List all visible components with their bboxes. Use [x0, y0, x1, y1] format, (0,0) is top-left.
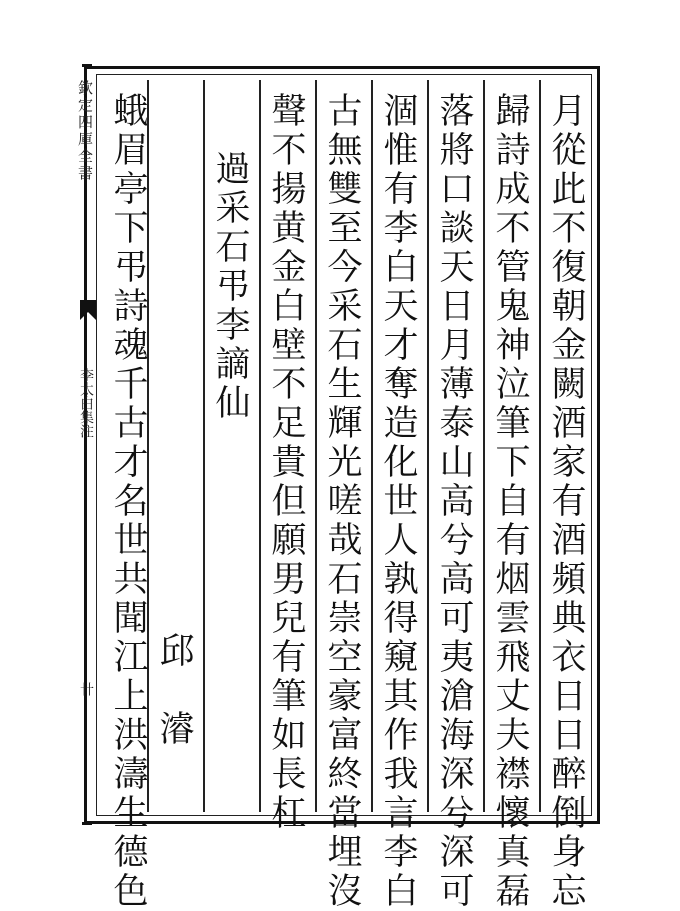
poem-title: 過采石弔李謫仙: [210, 150, 250, 423]
margin-title: 欽定四庫全書: [76, 80, 94, 182]
text-column: 落將口談天日月薄泰山高兮高可夷滄海深兮深可: [434, 92, 474, 911]
text-column: 古無雙至今采石生輝光嗟哉石崇空豪富終當埋沒: [322, 92, 362, 911]
margin-bottom-rule: [82, 822, 92, 825]
margin-top-rule: [82, 64, 92, 67]
page-number: 卄: [78, 682, 94, 698]
text-column: 月從此不復朝金闕酒家有酒頻典衣日日醉倒身忘: [546, 92, 586, 911]
text-column: 聲不揚黄金白壁不足貴但願男兒有筆如長杠: [266, 92, 306, 833]
author-name: 邱 濬: [154, 632, 194, 749]
margin-book-title: 李太白集注: [78, 368, 94, 438]
text-column: 蛾眉亭下弔詩魂千古才名世共聞江上洪濤生德色: [108, 92, 148, 911]
fish-tail-mark: [80, 300, 96, 320]
text-column: 歸詩成不管鬼神泣筆下自有烟雲飛丈夫襟懷真磊: [490, 92, 530, 911]
text-column: 涸惟有李白天才奪造化世人孰得窺其作我言李白: [378, 92, 418, 911]
